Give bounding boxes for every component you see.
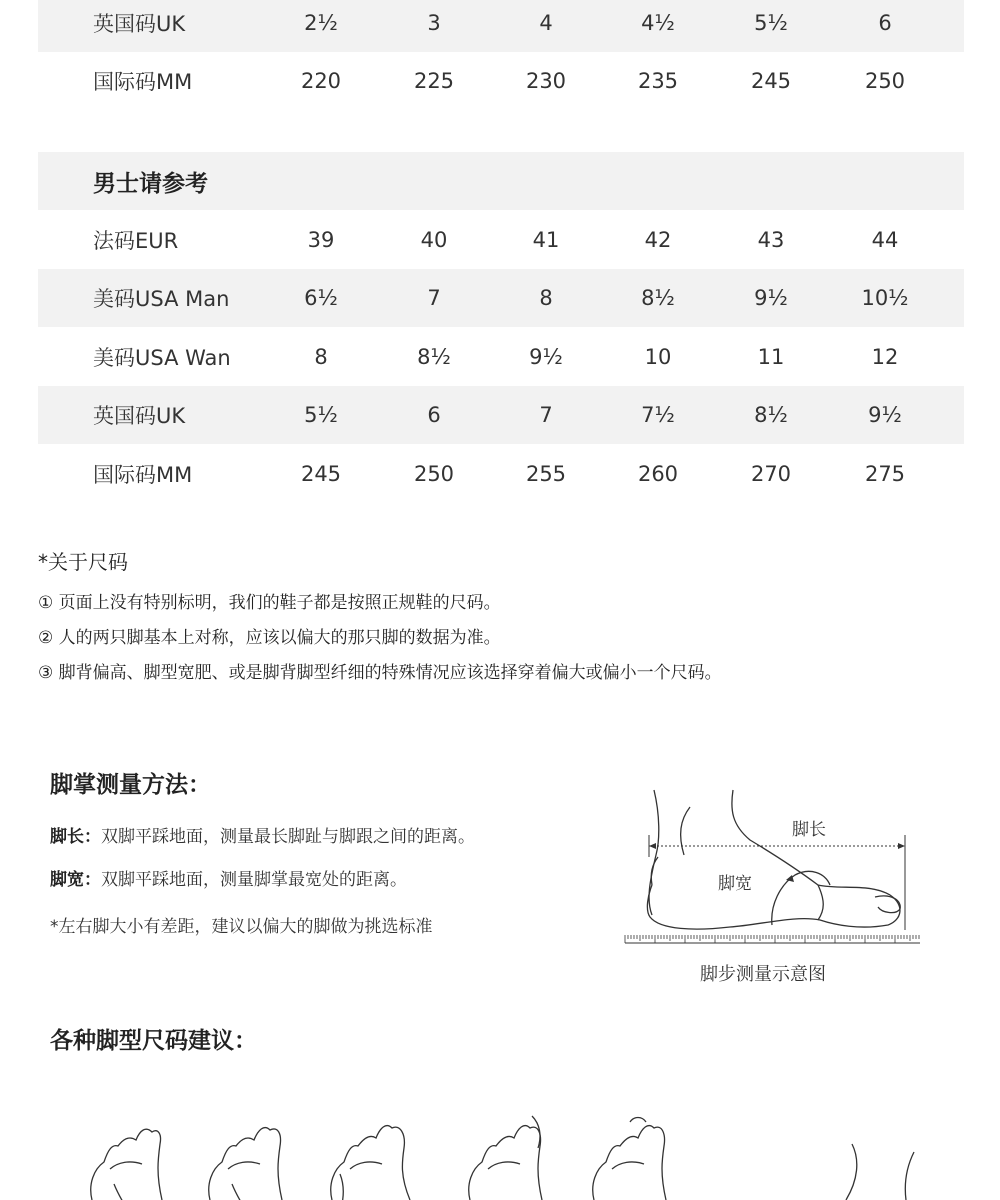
size-cell: 7 xyxy=(427,286,441,310)
size-note-1: ① 页面上没有特别标明，我们的鞋子都是按照正规鞋的尺码。 xyxy=(38,593,501,613)
size-cell: 6 xyxy=(878,11,892,35)
size-cell: 8½ xyxy=(754,403,788,427)
size-cell: 245 xyxy=(750,69,792,93)
row-label: 美码USA Wan xyxy=(93,346,231,370)
size-cell: 9½ xyxy=(754,286,788,310)
size-cell: 8 xyxy=(314,345,328,369)
size-cell: 9½ xyxy=(868,403,902,427)
foot-types-title: 各种脚型尺码建议： xyxy=(50,1028,257,1054)
size-cell: 230 xyxy=(525,69,567,93)
size-cell: 8 xyxy=(539,286,553,310)
table-row xyxy=(38,269,964,327)
row-label: 美码USA Man xyxy=(93,287,230,311)
size-cell: 9½ xyxy=(529,345,563,369)
size-cell: 11 xyxy=(757,345,785,369)
size-cell: 250 xyxy=(864,69,906,93)
size-notes-title: *关于尺码 xyxy=(38,550,128,574)
size-cell: 5½ xyxy=(754,11,788,35)
table-row xyxy=(38,0,964,52)
size-cell: 4 xyxy=(539,11,553,35)
size-cell: 42 xyxy=(644,228,672,252)
size-cell: 4½ xyxy=(641,11,675,35)
table-row xyxy=(38,386,964,444)
size-cell: 225 xyxy=(413,69,455,93)
size-cell: 5½ xyxy=(304,403,338,427)
size-cell: 250 xyxy=(413,462,455,486)
size-cell: 43 xyxy=(757,228,785,252)
size-cell: 44 xyxy=(871,228,899,252)
men-table-title: 男士请参考 xyxy=(93,170,208,197)
size-cell: 39 xyxy=(307,228,335,252)
row-label: 法码EUR xyxy=(93,229,179,253)
size-cell: 7 xyxy=(539,403,553,427)
measure-title: 脚掌测量方法： xyxy=(50,772,211,798)
size-cell: 10½ xyxy=(861,286,909,310)
foot-measure-diagram xyxy=(620,785,925,985)
size-cell: 6 xyxy=(427,403,441,427)
foot-width-desc xyxy=(50,865,407,890)
row-label: 英国码UK xyxy=(93,12,186,36)
size-cell: 10 xyxy=(644,345,672,369)
size-cell: 2½ xyxy=(304,11,338,35)
row-label: 国际码MM xyxy=(93,70,193,94)
size-cell: 270 xyxy=(750,462,792,486)
table-row xyxy=(38,52,964,110)
foot-length-desc xyxy=(50,822,475,847)
size-cell: 12 xyxy=(871,345,899,369)
size-cell: 220 xyxy=(300,69,342,93)
row-label: 英国码UK xyxy=(93,404,186,428)
table-row xyxy=(38,445,964,503)
foot-width-text: 双脚平踩地面，测量脚掌最宽处的距离。 xyxy=(101,870,407,890)
size-cell: 260 xyxy=(637,462,679,486)
size-cell: 245 xyxy=(300,462,342,486)
size-cell: 6½ xyxy=(304,286,338,310)
size-note-3: ③ 脚背偏高、脚型宽肥、或是脚背脚型纤细的特殊情况应该选择穿着偏大或偏小一个尺码。 xyxy=(38,663,722,683)
size-cell: 235 xyxy=(637,69,679,93)
diagram-caption: 脚步测量示意图 xyxy=(700,964,826,985)
foot-measure-icon xyxy=(620,785,925,955)
size-cell: 3 xyxy=(427,11,441,35)
size-cell: 275 xyxy=(864,462,906,486)
foot-width-term: 脚宽： xyxy=(50,870,101,890)
size-cell: 8½ xyxy=(417,345,451,369)
measure-tip: *左右脚大小有差距，建议以偏大的脚做为挑选标准 xyxy=(50,917,433,937)
size-cell: 7½ xyxy=(641,403,675,427)
foot-length-label: 脚长 xyxy=(792,820,826,840)
row-label: 国际码MM xyxy=(93,463,193,487)
table-row xyxy=(38,211,964,269)
foot-length-term: 脚长： xyxy=(50,827,101,847)
foot-shape-icon xyxy=(0,1100,1000,1200)
size-note-2: ② 人的两只脚基本上对称，应该以偏大的那只脚的数据为准。 xyxy=(38,628,501,648)
foot-width-label: 脚宽 xyxy=(718,874,752,894)
size-cell: 41 xyxy=(532,228,560,252)
size-cell: 255 xyxy=(525,462,567,486)
size-cell: 40 xyxy=(420,228,448,252)
size-cell: 8½ xyxy=(641,286,675,310)
men-table-header xyxy=(38,152,964,210)
foot-length-text: 双脚平踩地面，测量最长脚趾与脚跟之间的距离。 xyxy=(101,827,475,847)
table-row xyxy=(38,328,964,386)
